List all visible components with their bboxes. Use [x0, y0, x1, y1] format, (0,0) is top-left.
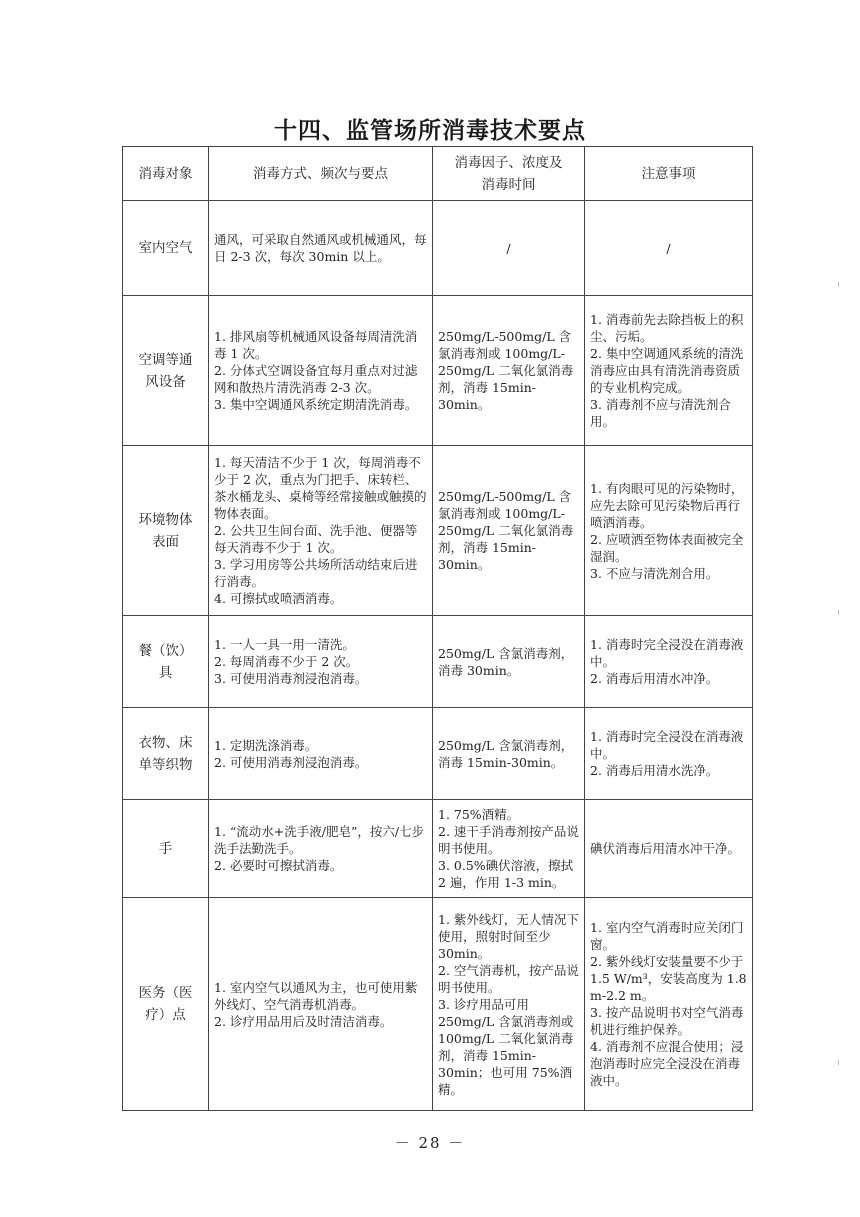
cell-object: [123, 898, 209, 1111]
cell-text: 室内空气: [138, 240, 193, 256]
cell-text: 环境物体: [138, 511, 193, 528]
cell-text: 250mg/L 含氯消毒剂，消毒 15min-30min。: [438, 737, 574, 770]
cell-text: 疗）点: [145, 1007, 186, 1023]
cell-text: 手: [158, 840, 173, 857]
cell-notes: [585, 446, 753, 616]
cell-text: 1. 有肉眼可见的污染物时，应先去除可见污染物后再行喷洒消毒。: [590, 480, 744, 530]
cell-text: 3. 0.5%碘伏溶液，擦拭 2 遍，作用 1-3 min。: [438, 858, 574, 890]
cell-text: /: [666, 240, 671, 256]
cell-text: 3. 学习用房等公共场所活动结束后进行消毒。: [214, 557, 418, 589]
cell-method: [209, 446, 433, 616]
table-row: [123, 201, 753, 296]
cell-notes: [585, 800, 753, 898]
cell-text: 1. 消毒前先去除挡板上的积尘、污垢。: [590, 312, 744, 344]
cell-text: 2. 每周消毒不少于 2 次。: [214, 654, 359, 669]
header-factor: 消毒因子、浓度及 消毒时间: [433, 147, 585, 201]
cell-text: 空调等通: [138, 351, 193, 368]
cell-text: 2. 应喷洒至物体表面被完全湿润。: [590, 531, 744, 564]
table-row: [123, 296, 753, 446]
cell-text: 1. 室内空气消毒时应关闭门窗。: [590, 920, 744, 952]
cell-object: [123, 446, 209, 616]
cell-text: 2. 可使用消毒剂浸泡消毒。: [214, 754, 368, 770]
cell-text: 1. 一人一具一用一清洗。: [214, 637, 355, 652]
cell-text: 3. 按产品说明书对空气消毒机进行维护保养。: [590, 1005, 744, 1037]
cell-text: 单等织物: [138, 756, 193, 773]
cell-text: 3. 集中空调通风系统定期清洗消毒。: [214, 397, 418, 412]
cell-notes: [585, 616, 753, 708]
header-notes: 注意事项: [585, 147, 753, 201]
cell-text: 2. 公共卫生间台面、洗手池、便器等每天消毒不少于 1 次。: [214, 523, 418, 555]
cell-text: 1. 定期洗涤消毒。: [214, 737, 318, 753]
disinfection-table: [122, 146, 753, 1111]
header-row: [123, 147, 753, 201]
cell-text: 1. “流动水+洗手液/肥皂”，按六/七步洗手法勤洗手。: [214, 824, 425, 856]
cell-text: 通风，可采取自然通风或机械通风，每日 2-3 次，每次 30min 以上。: [214, 232, 427, 264]
cell-text: 2. 消毒后用清水洗净。: [590, 763, 719, 778]
cell-factor: [433, 616, 585, 708]
cell-text: 2. 消毒后用清水冲净。: [590, 671, 719, 686]
cell-text: 2. 必要时可擦拭消毒。: [214, 858, 343, 873]
table-row: [123, 800, 753, 898]
cell-text: 2. 速干手消毒剂按产品说明书使用。: [438, 824, 579, 856]
cell-text: 2. 集中空调通风系统的清洗消毒应由具有清洗消毒资质的专业机构完成。: [590, 346, 744, 395]
cell-text: 表面: [152, 533, 179, 550]
cell-object: [123, 201, 209, 296]
cell-text: 2. 分体式空调设备宜每月重点对过滤网和散热片清洗消毒 2-3 次。: [214, 363, 418, 395]
cell-text: 3. 可使用消毒剂浸泡消毒。: [214, 671, 368, 686]
cell-text: 具: [158, 664, 173, 681]
cell-notes: [585, 201, 753, 296]
cell-text: 3. 不应与清洗剂合用。: [590, 565, 719, 581]
scan-mark: [838, 282, 839, 287]
cell-method: [209, 616, 433, 708]
scan-mark: [838, 610, 839, 615]
cell-object: [123, 296, 209, 446]
cell-text: 1. 消毒时完全浸没在消毒液中。: [590, 729, 744, 761]
cell-text: 4. 可擦拭或喷洒消毒。: [214, 591, 343, 606]
cell-notes: [585, 898, 753, 1111]
header-method: 消毒方式、频次与要点: [209, 147, 433, 201]
table-row: [123, 616, 753, 708]
cell-text: 医务（医: [138, 985, 193, 1001]
cell-method: [209, 708, 433, 800]
table-row: [123, 898, 753, 1111]
cell-object: [123, 708, 209, 800]
cell-text: /: [506, 240, 511, 256]
cell-text: 1. 紫外线灯，无人情况下使用，照射时间至少 30min。: [438, 911, 579, 961]
cell-text: 1. 75%酒精。: [438, 807, 520, 822]
cell-text: 2. 诊疗用品用后及时清洁消毒。: [214, 1013, 393, 1029]
cell-factor: [433, 201, 585, 296]
scan-mark: [838, 1060, 839, 1065]
cell-text: 250mg/L-500mg/L 含氯消毒剂或 100mg/L-250mg/L 二氧化氯消毒剂，消毒 15min-30min。: [438, 489, 574, 572]
cell-text: 2. 紫外线灯安装量要不少于 1.5 W/m³，安装高度为 1.8 m-2.2 m。: [590, 954, 747, 1003]
cell-method: [209, 800, 433, 898]
cell-notes: [585, 296, 753, 446]
cell-text: 2. 空气消毒机，按产品说明书使用。: [438, 962, 579, 995]
cell-factor: [433, 898, 585, 1111]
cell-text: 3. 诊疗用品可用 250mg/L 含氯消毒剂或 100mg/L 二氧化氯消毒剂，消毒 15min-30min；也可用 75%酒精。: [438, 996, 574, 1097]
cell-text: 衣物、床: [138, 734, 193, 751]
cell-notes: [585, 708, 753, 800]
cell-text: 餐（饮）: [138, 642, 193, 659]
cell-text: 250mg/L-500mg/L 含氯消毒剂或 100mg/L-250mg/L 二氧化氯消毒剂，消毒 15min-30min。: [438, 329, 574, 412]
cell-text: 3. 消毒剂不应与清洗剂合用。: [590, 397, 731, 429]
cell-text: 4. 消毒剂不应混合使用；浸泡消毒时应完全浸没在消毒液中。: [590, 1039, 744, 1088]
cell-text: 1. 排风扇等机械通风设备每周清洗消毒 1 次。: [214, 329, 418, 361]
cell-factor: [433, 446, 585, 616]
cell-method: [209, 201, 433, 296]
cell-object: [123, 616, 209, 708]
cell-factor: [433, 296, 585, 446]
cell-method: [209, 296, 433, 446]
cell-object: [123, 800, 209, 898]
cell-text: 碘伏消毒后用清水冲干净。: [590, 841, 741, 856]
cell-text: 风设备: [145, 373, 186, 390]
cell-text: 1. 每天清洁不少于 1 次，每周消毒不少于 2 次，重点为门把手、床转栏、茶水桶龙头、桌椅等经常接触或触摸的物体表面。: [214, 455, 427, 521]
page-number: － 28 －: [394, 1134, 466, 1152]
cell-text: 250mg/L 含氯消毒剂，消毒 30min。: [438, 645, 574, 678]
cell-text: 1. 消毒时完全浸没在消毒液中。: [590, 637, 744, 669]
table-row: [123, 708, 753, 800]
page-title: 十四、监管场所消毒技术要点: [274, 118, 586, 144]
table-row: [123, 446, 753, 616]
cell-factor: [433, 708, 585, 800]
cell-factor: [433, 800, 585, 898]
header-object: 消毒对象: [123, 147, 209, 201]
cell-text: 1. 室内空气以通风为主，也可使用紫外线灯、空气消毒机消毒。: [214, 979, 418, 1012]
cell-method: [209, 898, 433, 1111]
